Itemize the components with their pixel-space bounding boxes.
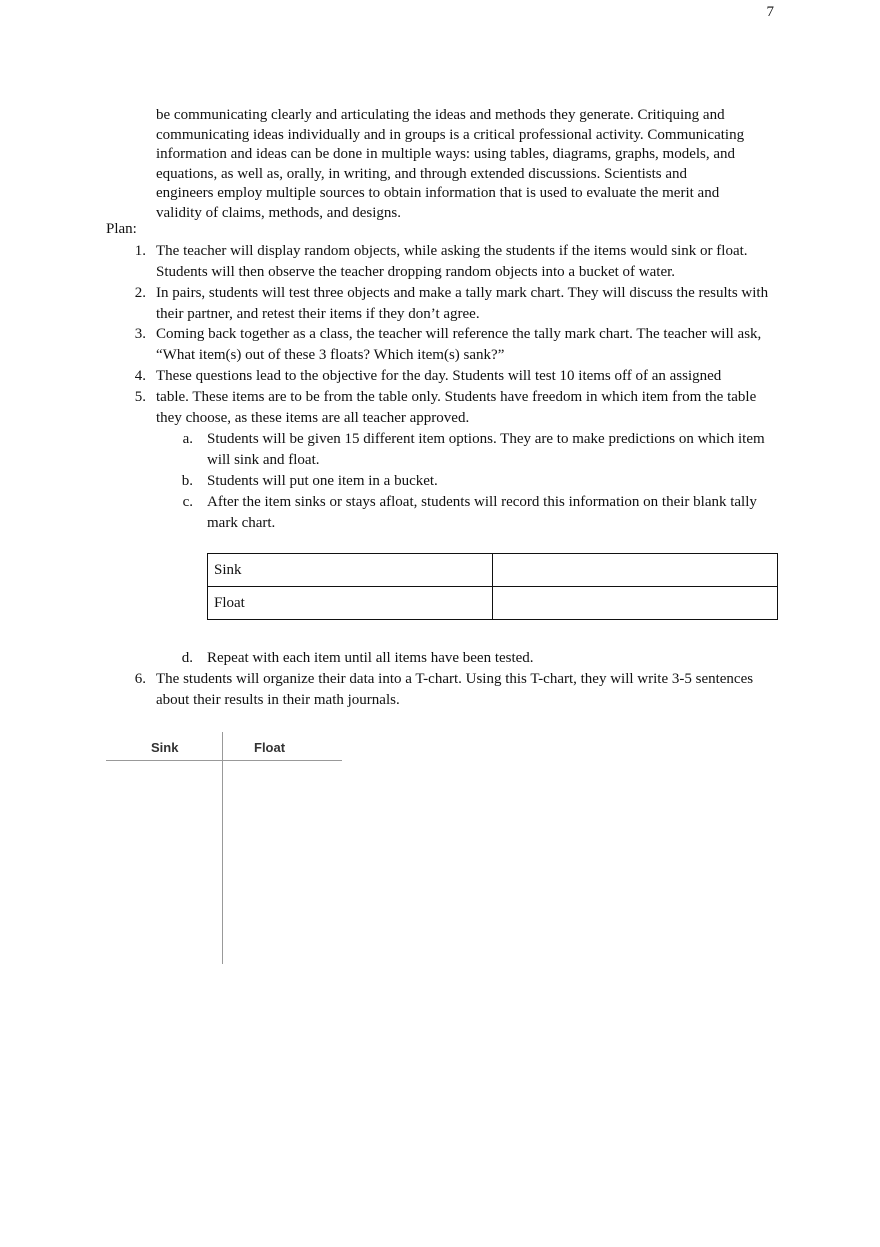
intro-line: information and ideas can be done in multiple ways: using tables, diagrams, graphs, models, and — [156, 146, 736, 163]
intro-paragraph — [156, 106, 784, 224]
tally-row-value — [493, 554, 778, 587]
intro-line: equations, as well as, orally, in writing, and through extended discussions. Scientists and — [156, 165, 688, 182]
plan-step-6 — [134, 669, 776, 710]
substep-text: After the item sinks or stays afloat, students will record this information on their blank tally mark chart. — [207, 494, 757, 531]
tally-mark-table — [207, 553, 778, 620]
step-marker: 3. — [134, 326, 146, 342]
plan-step-3 — [134, 324, 776, 365]
step-text: The students will organize their data into a T-chart. Using this T-chart, they will write 3-5 sentences about their results in their math journals. — [156, 671, 754, 708]
t-chart-horizontal-line — [106, 760, 342, 761]
t-chart — [106, 730, 342, 966]
step-text: These questions lead to the objective for the day. Students will test 10 items off of an assigned — [156, 368, 722, 384]
t-chart-float-header: Float — [254, 740, 286, 755]
substep-marker: b. — [181, 473, 193, 489]
intro-line: communicating ideas individually and in groups is a critical professional activity. Communicating — [156, 126, 745, 143]
intro-line: be communicating clearly and articulating the ideas and methods they generate. Critiquing and — [156, 107, 725, 123]
tally-row-label: Float — [208, 587, 493, 620]
plan-step-2 — [134, 283, 776, 324]
tally-row-value — [493, 587, 778, 620]
substep-marker: a. — [182, 431, 193, 447]
step-text: Coming back together as a class, the teacher will reference the tally mark chart. The teacher will ask, “What item(s) out of these 3 floats? Which item(s) sank?” — [156, 326, 762, 363]
step-marker: 1. — [134, 243, 146, 259]
plan-step-5 — [134, 387, 776, 428]
plan-step-4 — [134, 366, 776, 387]
step-marker: 4. — [134, 368, 146, 384]
page-number: 7 — [766, 4, 774, 20]
table-row — [208, 587, 778, 620]
step-marker: 5. — [134, 389, 146, 405]
plan-heading: Plan: — [106, 221, 137, 237]
plan-substep-d — [181, 648, 777, 669]
table-row — [208, 554, 778, 587]
substep-text: Students will put one item in a bucket. — [207, 473, 438, 489]
t-chart-sink-header: Sink — [151, 740, 179, 755]
step-text: The teacher will display random objects, while asking the students if the items would sink or float. Students will then observe the teacher dropping random objects into a bucket of water. — [156, 243, 748, 280]
plan-substep-b — [181, 471, 777, 492]
substep-text: Repeat with each item until all items have been tested. — [207, 650, 534, 666]
t-chart-vertical-line — [222, 732, 223, 964]
plan-step-1 — [134, 241, 776, 282]
tally-row-label: Sink — [208, 554, 493, 587]
substep-marker: d. — [181, 650, 193, 666]
step-marker: 2. — [134, 285, 146, 301]
step-marker: 6. — [134, 671, 146, 687]
step-text: table. These items are to be from the table only. Students have freedom in which item from the table they choose, as these items are all teacher approved. — [156, 389, 757, 426]
intro-line: engineers employ multiple sources to obtain information that is used to evaluate the merit and — [156, 185, 720, 202]
plan-substep-a — [182, 429, 777, 470]
substep-marker: c. — [182, 494, 193, 510]
intro-line: validity of claims, methods, and designs. — [156, 204, 401, 221]
plan-substep-c — [182, 492, 777, 533]
substep-text: Students will be given 15 different item options. They are to make predictions on which item will sink and float. — [207, 431, 765, 468]
step-text: In pairs, students will test three objects and make a tally mark chart. They will discuss the results with their partner, and retest their items if they don’t agree. — [156, 285, 769, 322]
